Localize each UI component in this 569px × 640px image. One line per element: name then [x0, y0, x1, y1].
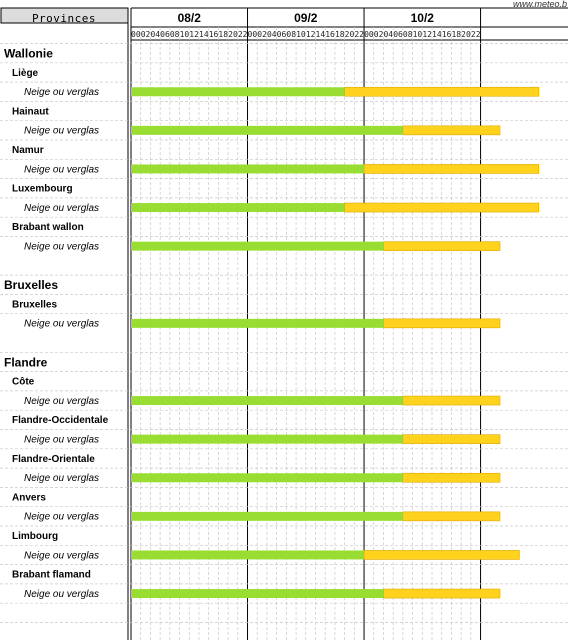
- site-url: www.meteo.b: [512, 0, 567, 9]
- yellow-warning-bar: [403, 512, 500, 521]
- yellow-warning-bar: [383, 589, 500, 598]
- hour-label: 20: [228, 30, 238, 39]
- hour-label: 00: [364, 30, 374, 39]
- hour-label: 08: [286, 30, 297, 39]
- hazard-label: Neige ou verglas: [24, 588, 100, 600]
- hour-label: 10: [179, 30, 190, 39]
- yellow-warning-bar: [345, 203, 539, 212]
- hour-label: 06: [393, 30, 403, 39]
- yellow-warning-bar: [403, 435, 500, 444]
- region-name: Wallonie: [4, 46, 53, 61]
- hour-label: 02: [373, 30, 384, 39]
- provinces-header-label: Provinces: [31, 12, 97, 25]
- hour-label: 10: [296, 30, 306, 39]
- yellow-warning-bar: [364, 164, 539, 173]
- hazard-label: Neige ou verglas: [24, 395, 100, 407]
- day-label: 10/2: [410, 11, 434, 25]
- hour-label: 04: [150, 30, 161, 39]
- hour-label: 06: [276, 30, 287, 39]
- hour-label: 18: [451, 30, 462, 39]
- hour-label: 20: [461, 30, 471, 39]
- hazard-label: Neige ou verglas: [24, 318, 100, 330]
- province-name: Luxembourg: [12, 183, 73, 195]
- province-name: Flandre-Orientale: [12, 453, 95, 465]
- hour-label: 00: [131, 30, 141, 39]
- hazard-label: Neige ou verglas: [24, 202, 100, 214]
- hour-label: 20: [344, 30, 355, 39]
- day-label: 08/2: [177, 11, 201, 25]
- hazard-label: Neige ou verglas: [24, 241, 100, 253]
- region-name: Bruxelles: [4, 278, 59, 293]
- hour-label: 04: [266, 30, 277, 39]
- hazard-label: Neige ou verglas: [24, 550, 100, 562]
- province-name: Liège: [12, 67, 39, 79]
- province-name: Bruxelles: [12, 299, 58, 311]
- hour-label: 18: [334, 30, 345, 39]
- province-name: Namur: [12, 145, 44, 156]
- province-name: Côte: [12, 376, 35, 388]
- hour-label: 16: [441, 30, 452, 39]
- yellow-warning-bar: [403, 126, 500, 135]
- hour-label: 18: [218, 30, 229, 39]
- hour-label: 08: [402, 30, 413, 39]
- hour-label: 22: [354, 30, 365, 39]
- province-name: Hainaut: [12, 106, 49, 118]
- hour-label: 16: [325, 30, 335, 39]
- hour-label: 14: [432, 30, 442, 39]
- yellow-warning-bar: [345, 87, 539, 96]
- yellow-warning-bar: [383, 319, 500, 328]
- province-name: Flandre-Occidentale: [12, 415, 109, 427]
- hour-label: 00: [247, 30, 258, 39]
- region-name: Flandre: [4, 355, 48, 370]
- hour-label: 12: [305, 30, 316, 39]
- hazard-label: Neige ou verglas: [24, 164, 100, 176]
- hazard-label: Neige ou verglas: [24, 511, 100, 523]
- hazard-label: Neige ou verglas: [24, 125, 100, 137]
- hour-label: 12: [422, 30, 432, 39]
- hour-label: 16: [208, 30, 219, 39]
- province-name: Brabant wallon: [12, 222, 84, 234]
- hour-label: 08: [169, 30, 180, 39]
- hazard-label: Neige ou verglas: [24, 87, 100, 99]
- hour-label: 22: [470, 30, 481, 39]
- hour-label: 12: [189, 30, 199, 39]
- yellow-warning-bar: [403, 473, 500, 482]
- yellow-warning-bar: [364, 550, 519, 559]
- yellow-warning-bar: [383, 242, 500, 251]
- hour-label: 14: [199, 30, 209, 39]
- hour-label: 10: [412, 30, 423, 39]
- yellow-warning-bar: [403, 396, 500, 405]
- hazard-label: Neige ou verglas: [24, 473, 100, 485]
- province-name: Limbourg: [12, 531, 59, 542]
- hour-label: 22: [237, 30, 248, 39]
- hour-label: 14: [315, 30, 326, 39]
- province-name: Anvers: [12, 492, 46, 504]
- province-name: Brabant flamand: [12, 569, 91, 581]
- hour-label: 02: [257, 30, 267, 39]
- hour-label: 04: [383, 30, 394, 39]
- day-label: 09/2: [294, 11, 318, 25]
- hour-label: 02: [140, 30, 151, 39]
- hour-label: 06: [160, 30, 170, 39]
- hazard-label: Neige ou verglas: [24, 434, 100, 446]
